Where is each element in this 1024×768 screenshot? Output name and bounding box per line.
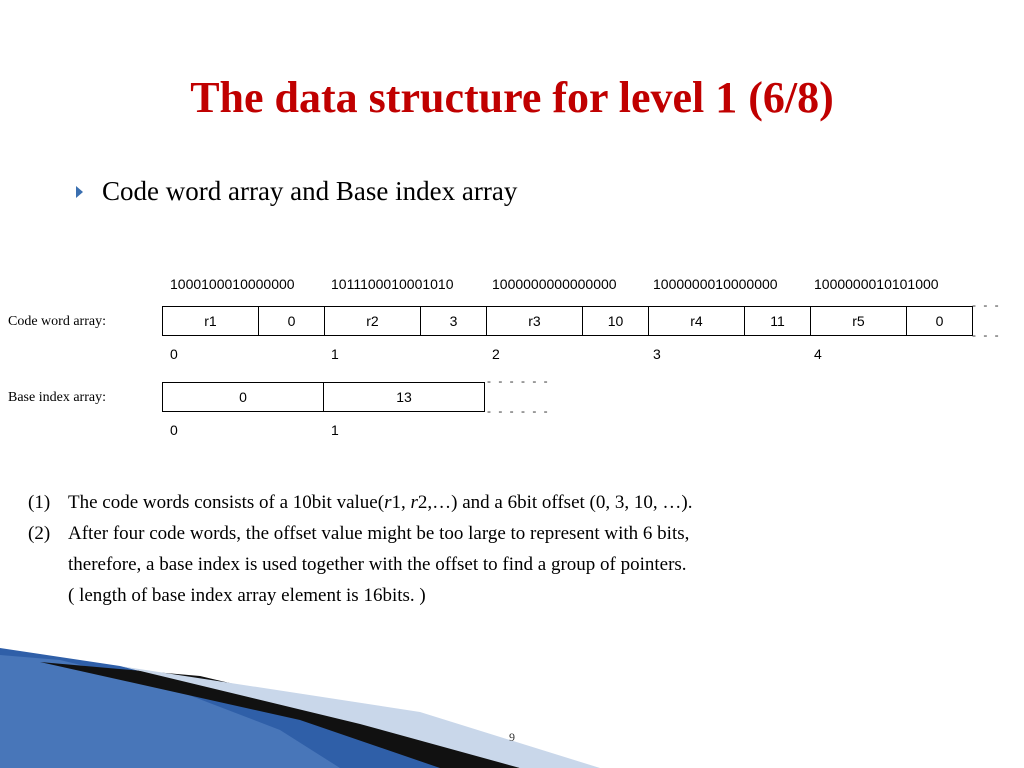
continuation-dots: - - - xyxy=(972,298,1001,312)
base-index-array-label: Base index array: xyxy=(8,390,106,405)
bit-string: 1011100010001010 xyxy=(331,276,454,292)
bullet-arrow-icon xyxy=(76,186,83,198)
code-word-index: 3 xyxy=(653,346,661,362)
continuation-dots: - - - - - - xyxy=(487,404,550,418)
note-text xyxy=(68,518,689,611)
code-word-value: r2 xyxy=(325,307,421,335)
code-word-index: 4 xyxy=(814,346,822,362)
bullet-item xyxy=(76,176,517,207)
code-word-value: r5 xyxy=(811,307,907,335)
code-word-value: r3 xyxy=(487,307,583,335)
slide-title: The data structure for level 1 (6/8) xyxy=(190,73,834,122)
code-word-array-label: Code word array: xyxy=(8,314,106,329)
note-text-part: The code words consists of a 10bit value( xyxy=(68,492,385,513)
note-text-italic: r xyxy=(384,492,392,513)
code-word-index: 0 xyxy=(170,346,178,362)
code-word-value: r4 xyxy=(649,307,745,335)
code-word-index: 1 xyxy=(331,346,339,362)
notes-list xyxy=(28,487,692,611)
code-word-offset: 11 xyxy=(745,307,811,335)
note-text xyxy=(68,487,692,518)
note-number: (2) xyxy=(28,523,51,544)
base-index-cell: 0 xyxy=(163,383,324,411)
base-index-index: 1 xyxy=(331,422,339,438)
note-line: After four code words, the offset value might be too large to represent with 6 bits, xyxy=(68,523,690,544)
continuation-dots: - - - - - - xyxy=(487,374,550,388)
bit-string: 1000000000000000 xyxy=(492,276,617,292)
note-text-part: 2,…) and a 6bit offset (0, 3, 10, …). xyxy=(417,492,693,513)
code-word-index: 2 xyxy=(492,346,500,362)
code-word-offset: 3 xyxy=(421,307,487,335)
continuation-dots: - - - xyxy=(972,328,1001,342)
note-text-italic: r xyxy=(410,492,418,513)
base-index-array xyxy=(162,382,485,412)
code-word-offset: 10 xyxy=(583,307,649,335)
note-line: ( length of base index array element is 16bits. ) xyxy=(68,585,426,606)
array-diagram xyxy=(0,260,1024,450)
note-item xyxy=(28,487,692,518)
bullet-text: Code word array and Base index array xyxy=(102,176,518,206)
code-word-offset: 0 xyxy=(259,307,325,335)
base-index-index: 0 xyxy=(170,422,178,438)
code-word-array xyxy=(162,306,973,336)
note-item xyxy=(28,518,692,611)
page-number: 9 xyxy=(509,730,515,744)
bit-string: 1000100010000000 xyxy=(170,276,295,292)
code-word-value: r1 xyxy=(163,307,259,335)
code-word-offset: 0 xyxy=(935,313,944,329)
bit-string: 1000000010101000 xyxy=(814,276,939,292)
bit-string: 1000000010000000 xyxy=(653,276,778,292)
base-index-cell: 13 xyxy=(396,389,412,405)
note-text-part: 1, xyxy=(391,492,411,513)
note-line: therefore, a base index is used together with the offset to find a group of pointers. xyxy=(68,554,687,575)
note-number: (1) xyxy=(28,492,51,513)
